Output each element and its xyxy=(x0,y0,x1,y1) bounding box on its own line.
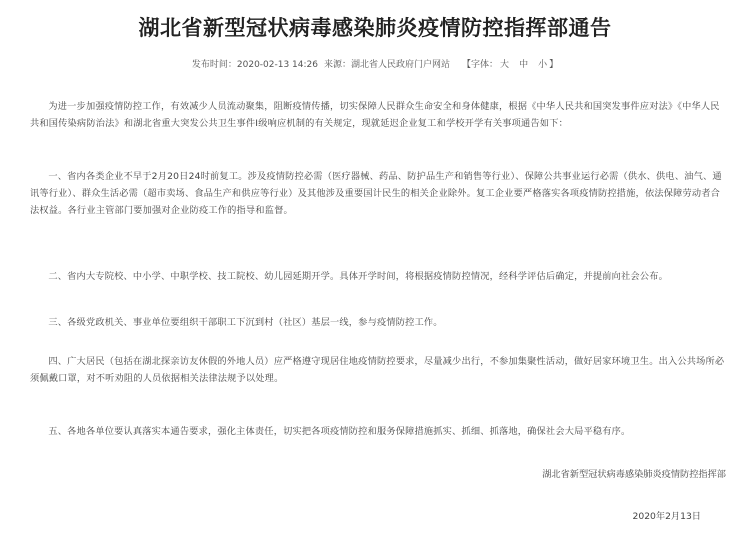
clause-2-paragraph: 二、省内大专院校、中小学、中职学校、技工院校、幼儿园延期开学。具体开学时间，将根据疫情防控情况，经科学评估后确定，并提前向社会公布。 xyxy=(48,271,668,282)
font-size-label: 【字体： xyxy=(462,60,499,70)
source-label: 来源： xyxy=(324,60,352,70)
clause-1-paragraph: 一、省内各类企业不早于2月20日24时前复工。涉及疫情防控必需（医疗器械、药品、防护品生产和销售等行业）、保障公共事业运行必需（供水、供电、油气、通讯等行业）、群众生活必需（超市卖场、食品生产和供应等行业）及其他涉及重要国计民生的相关企业除外。复工企业要严格落实各项疫情防控措施，依法保障劳动者合法权益。各行业主管部门要加强对企业防疫工作的指导和监督。 xyxy=(30,171,722,216)
font-size-small-button[interactable]: 小 xyxy=(538,60,548,70)
page-title: 湖北省新型冠状病毒感染肺炎疫情防控指挥部通告 xyxy=(138,16,612,40)
issuer-signature: 湖北省新型冠状病毒感染肺炎疫情防控指挥部 xyxy=(542,469,726,480)
source-name: 湖北省人民政府门户网站 xyxy=(351,60,451,70)
publish-time-label: 发布时间： xyxy=(191,60,237,70)
issue-date: 2020年2月13日 xyxy=(632,511,701,522)
clause-4-paragraph: 四、广大居民（包括在湖北探亲访友休假的外地人员）应严格遵守现居住地疫情防控要求，尽量减少出行，不参加集聚性活动，做好居家环境卫生。出入公共场所必须佩戴口罩，对不听劝阻的人员依据相关法律法规予以处理。 xyxy=(30,356,725,384)
intro-paragraph: 为进一步加强疫情防控工作，有效减少人员流动聚集，阻断疫情传播，切实保障人民群众生命安全和身体健康，根据《中华人民共和国突发事件应对法》《中华人民共和国传染病防治法》和湖北省重大突发公共卫生事件I级响应机制的有关规定，现就延迟企业复工和学校开学有关事项通告如下： xyxy=(30,101,720,129)
font-size-medium-button[interactable]: 中 xyxy=(519,60,529,70)
clause-3-paragraph: 三、各级党政机关、事业单位要组织干部职工下沉到村（社区）基层一线，参与疫情防控工作。 xyxy=(48,317,443,328)
font-size-large-button[interactable]: 大 xyxy=(500,60,510,70)
publish-time: 2020-02-13 14:26 xyxy=(236,60,318,70)
article-meta xyxy=(0,58,750,72)
clause-5-paragraph: 五、各地各单位要认真落实本通告要求，强化主体责任，切实把各项疫情防控和服务保障措施抓实、抓细、抓落地，确保社会大局平稳有序。 xyxy=(48,426,631,437)
font-size-bracket-close: 】 xyxy=(549,60,559,70)
